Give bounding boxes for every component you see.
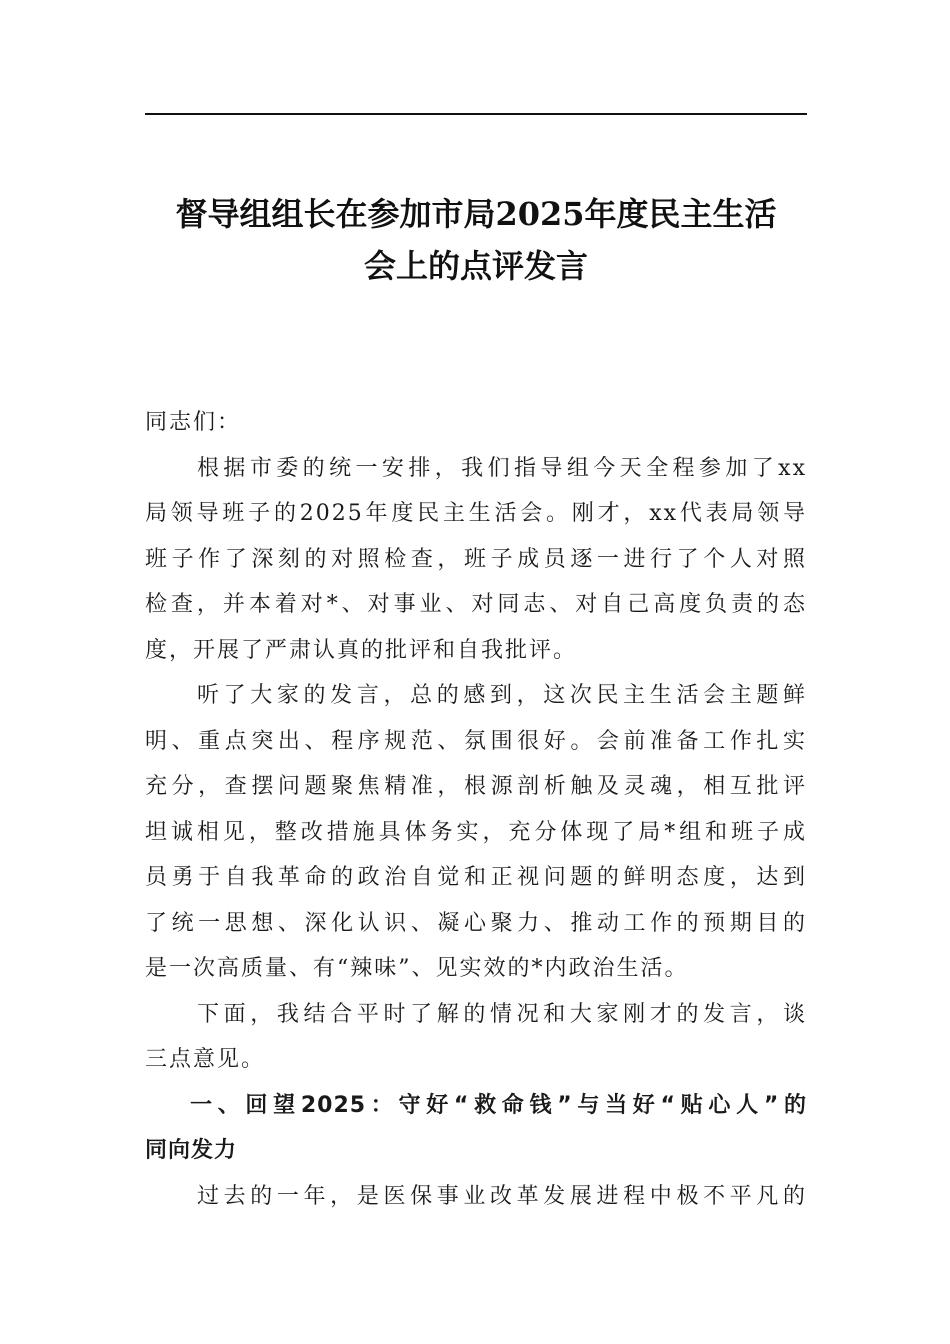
- paragraph-line: 班子作了深刻的对照检查，班子成员逐一进行了个人对照: [145, 546, 807, 572]
- paragraph-line: 是一次高质量、有“辣味”、见实效的*内政治生活。: [145, 956, 689, 981]
- salutation: [145, 400, 807, 446]
- paragraph-line: 三点意见。: [145, 1047, 266, 1072]
- paragraph-line: 坦诚相见，整改措施具体务实，充分体现了局*组和班子成: [145, 819, 807, 845]
- paragraph-line: 过去的一年，是医保事业改革发展进程中极不平凡的: [197, 1183, 807, 1209]
- paragraph-line: 明、重点突出、程序规范、氛围很好。会前准备工作扎实: [145, 728, 807, 754]
- heading-line: 一、回望2025：守好“救命钱”与当好“贴心人”的: [190, 1092, 807, 1118]
- heading-line: 同向发力: [145, 1138, 238, 1163]
- paragraph-line: 局领导班子的2025年度民主生活会。刚才，xx代表局领导: [145, 501, 807, 526]
- title-line: 督导组组长在参加市局2025年度民主生活: [175, 195, 777, 233]
- paragraph-line: 听了大家的发言，总的感到，这次民主生活会主题鲜: [197, 683, 807, 708]
- paragraph-line: 充分，查摆问题聚焦精准，根源剖析触及灵魂，相互批评: [145, 774, 807, 799]
- paragraph-line: 员勇于自我革命的政治自觉和正视问题的鲜明态度，达到: [145, 865, 807, 890]
- salutation-text: 同志们：: [145, 410, 242, 435]
- document-body: [145, 400, 807, 1219]
- paragraph-line: 下面，我结合平时了解的情况和大家刚才的发言，谈: [197, 1001, 807, 1027]
- paragraph-3: [145, 992, 807, 1083]
- paragraph-2: [145, 673, 807, 992]
- document-title: [145, 188, 807, 292]
- header-rule: [145, 113, 807, 115]
- title-line: 会上的点评发言: [363, 247, 588, 285]
- paragraph-line: 检查，并本着对*、对事业、对同志、对自己高度负责的态: [145, 592, 807, 617]
- paragraph-line: 度，开展了严肃认真的批评和自我批评。: [145, 637, 578, 663]
- paragraph-4: [145, 1174, 807, 1220]
- paragraph-line: 了统一思想、深化认识、凝心聚力、推动工作的预期目的: [145, 910, 807, 936]
- paragraph-1: [145, 446, 807, 674]
- paragraph-line: 根据市委的统一安排，我们指导组今天全程参加了xx: [197, 455, 807, 481]
- section-heading-1: [145, 1083, 807, 1174]
